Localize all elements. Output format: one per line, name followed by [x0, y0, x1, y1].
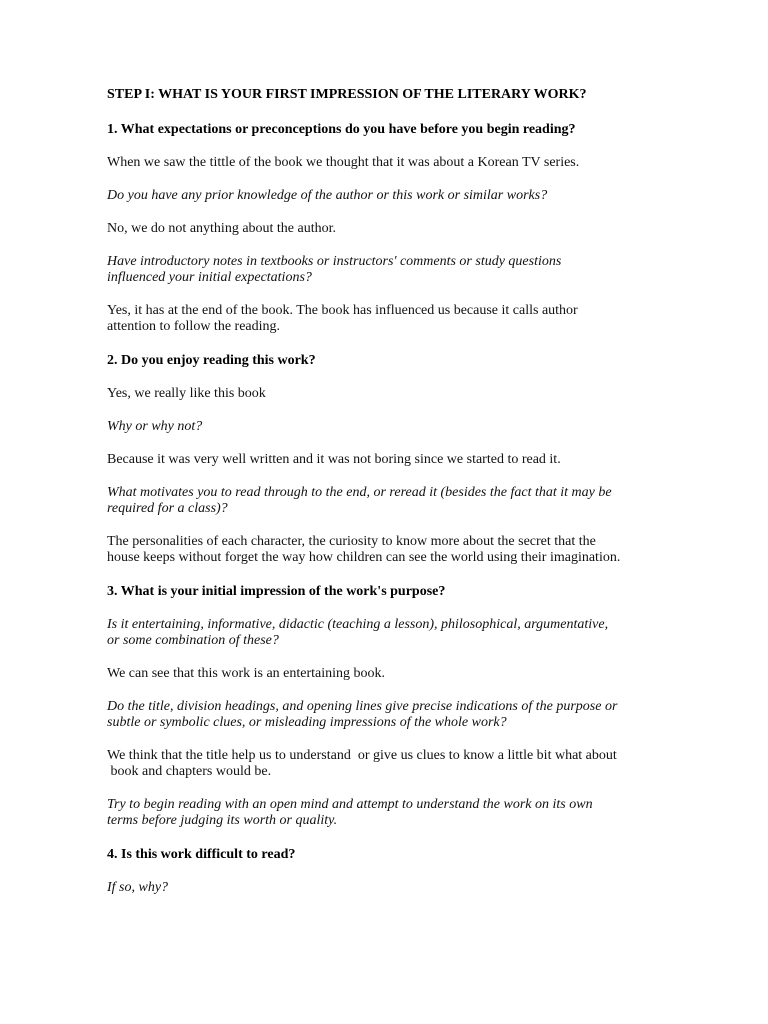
answer-2-3-line-2: house keeps without forget the way how children can see the world using their imagination. — [107, 550, 621, 565]
prompt-2-2: Why or why not? — [107, 419, 203, 434]
answer-3-2-line-1: We think that the title help us to understand or give us clues to know a little bit what about — [107, 748, 617, 763]
prompt-3-1 — [107, 617, 668, 649]
prompt-2-3-line-2: required for a class)? — [107, 501, 228, 516]
answer-3-2 — [107, 748, 668, 780]
prompt-3-3-line-1: Try to begin reading with an open mind and attempt to understand the work on its own — [107, 797, 593, 812]
prompt-3-3 — [107, 797, 668, 829]
prompt-3-1-line-1: Is it entertaining, informative, didactic (teaching a lesson), philosophical, argumentative, — [107, 617, 609, 632]
answer-2-2: Because it was very well written and it was not boring since we started to read it. — [107, 452, 561, 467]
prompt-3-2-line-2: subtle or symbolic clues, or misleading impressions of the whole work? — [107, 715, 507, 730]
prompt-4-1: If so, why? — [107, 880, 169, 895]
question-3-heading: 3. What is your initial impression of the work's purpose? — [107, 584, 446, 599]
prompt-1-3 — [107, 254, 668, 286]
answer-1-3-line-2: attention to follow the reading. — [107, 319, 281, 334]
prompt-3-3-line-2: terms before judging its worth or quality. — [107, 813, 338, 828]
prompt-1-3-line-2: influenced your initial expectations? — [107, 270, 312, 285]
prompt-1-3-line-1: Have introductory notes in textbooks or instructors' comments or study questions — [107, 254, 562, 269]
question-2-heading: 2. Do you enjoy reading this work? — [107, 353, 316, 368]
answer-2-1: Yes, we really like this book — [107, 386, 266, 401]
prompt-2-3 — [107, 485, 668, 517]
answer-3-2-line-2: book and chapters would be. — [107, 764, 272, 779]
prompt-1-2: Do you have any prior knowledge of the author or this work or similar works? — [107, 188, 548, 203]
answer-1-1: When we saw the tittle of the book we thought that it was about a Korean TV series. — [107, 155, 580, 170]
answer-2-3 — [107, 534, 668, 566]
prompt-3-1-line-2: or some combination of these? — [107, 633, 279, 648]
question-4-heading: 4. Is this work difficult to read? — [107, 847, 296, 862]
step-title: STEP I: WHAT IS YOUR FIRST IMPRESSION OF THE LITERARY WORK? — [107, 87, 587, 102]
answer-1-2: No, we do not anything about the author. — [107, 221, 337, 236]
answer-1-3-line-1: Yes, it has at the end of the book. The book has influenced us because it calls author — [107, 303, 578, 318]
prompt-3-2-line-1: Do the title, division headings, and opening lines give precise indications of the purpose or — [107, 699, 618, 714]
prompt-3-2 — [107, 699, 668, 731]
prompt-2-3-line-1: What motivates you to read through to the end, or reread it (besides the fact that it may be — [107, 485, 612, 500]
question-1-heading: 1. What expectations or preconceptions do you have before you begin reading? — [107, 122, 576, 137]
answer-2-3-line-1: The personalities of each character, the curiosity to know more about the secret that the — [107, 534, 596, 549]
answer-1-3 — [107, 303, 668, 335]
answer-3-1: We can see that this work is an entertaining book. — [107, 666, 386, 681]
